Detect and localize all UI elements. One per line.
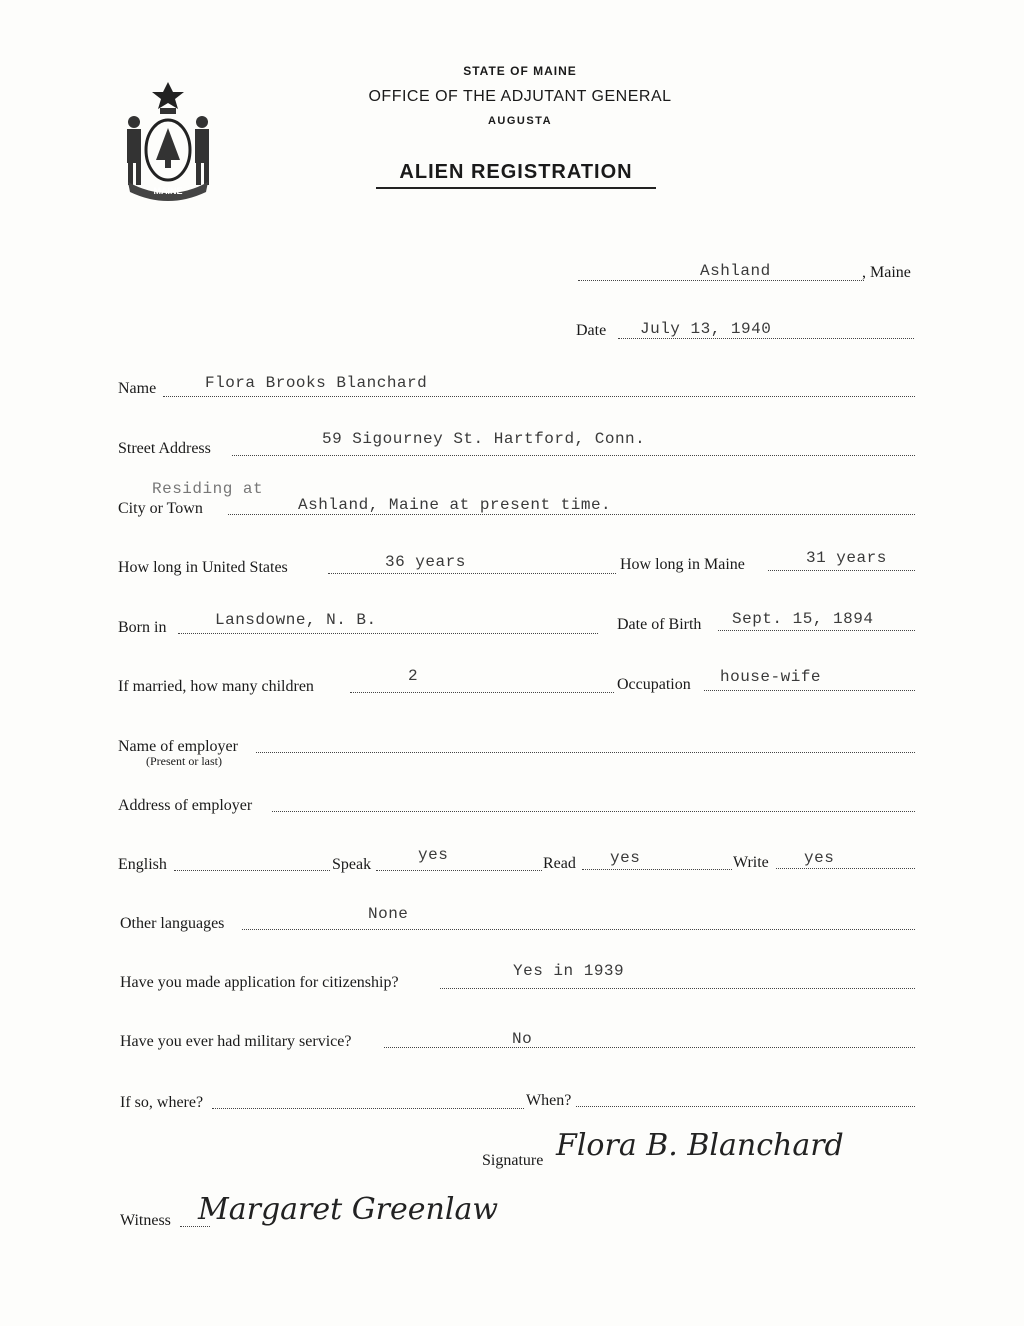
where-label: If so, where? (120, 1094, 204, 1111)
speak-value: yes (418, 846, 449, 864)
occupation-label: Occupation (617, 676, 691, 693)
seal-text: MAINE (153, 186, 183, 196)
signature-value: Flora B. Blanchard (556, 1128, 844, 1163)
location-suffix: , Maine (862, 264, 911, 281)
witness-label: Witness (120, 1212, 171, 1229)
name-value: Flora Brooks Blanchard (205, 374, 428, 392)
occupation-value: house-wife (720, 668, 822, 686)
how-long-us-label: How long in United States (118, 559, 288, 576)
born-in-label: Born in (118, 619, 167, 636)
date-value: July 13, 1940 (640, 320, 772, 338)
other-languages-value: None (368, 905, 409, 923)
how-long-us-value: 36 years (385, 553, 466, 571)
name-label: Name (118, 380, 157, 397)
city-value: Ashland, Maine at present time. (298, 496, 612, 514)
write-value: yes (804, 849, 835, 867)
other-languages-label: Other languages (120, 915, 225, 932)
witness-value: Margaret Greenlaw (198, 1192, 499, 1227)
born-in-value: Lansdowne, N. B. (215, 611, 377, 629)
dob-label: Date of Birth (617, 616, 702, 633)
english-label: English (118, 856, 167, 873)
military-label: Have you ever had military service? (120, 1033, 352, 1050)
how-long-maine-label: How long in Maine (620, 556, 745, 573)
read-label: Read (543, 855, 576, 872)
employer-address-label: Address of employer (118, 797, 253, 814)
city-heading: AUGUSTA (487, 115, 553, 127)
when-label: When? (526, 1092, 572, 1109)
location-value: Ashland (700, 262, 771, 280)
speak-label: Speak (332, 856, 372, 873)
how-long-maine-value: 31 years (806, 549, 887, 567)
military-value: No (512, 1030, 533, 1048)
office-heading: OFFICE OF THE ADJUTANT GENERAL (368, 88, 672, 105)
city-note: Residing at (152, 480, 264, 498)
dob-value: Sept. 15, 1894 (732, 610, 874, 628)
write-label: Write (733, 854, 769, 871)
city-label: City or Town (118, 500, 203, 517)
signature-label: Signature (482, 1152, 544, 1169)
read-value: yes (610, 849, 641, 867)
state-heading: STATE OF MAINE (463, 64, 577, 78)
children-label: If married, how many children (118, 678, 314, 695)
citizenship-label: Have you made application for citizenship? (120, 974, 399, 991)
street-label: Street Address (118, 440, 211, 457)
state-seal (112, 78, 224, 204)
street-value: 59 Sigourney St. Hartford, Conn. (322, 430, 646, 448)
date-label: Date (576, 322, 607, 339)
citizenship-value: Yes in 1939 (513, 962, 625, 980)
children-value: 2 (408, 667, 419, 685)
employer-sub-label: (Present or last) (146, 754, 222, 768)
employer-label: Name of employer (118, 738, 238, 755)
form-title: ALIEN REGISTRATION (376, 161, 656, 189)
